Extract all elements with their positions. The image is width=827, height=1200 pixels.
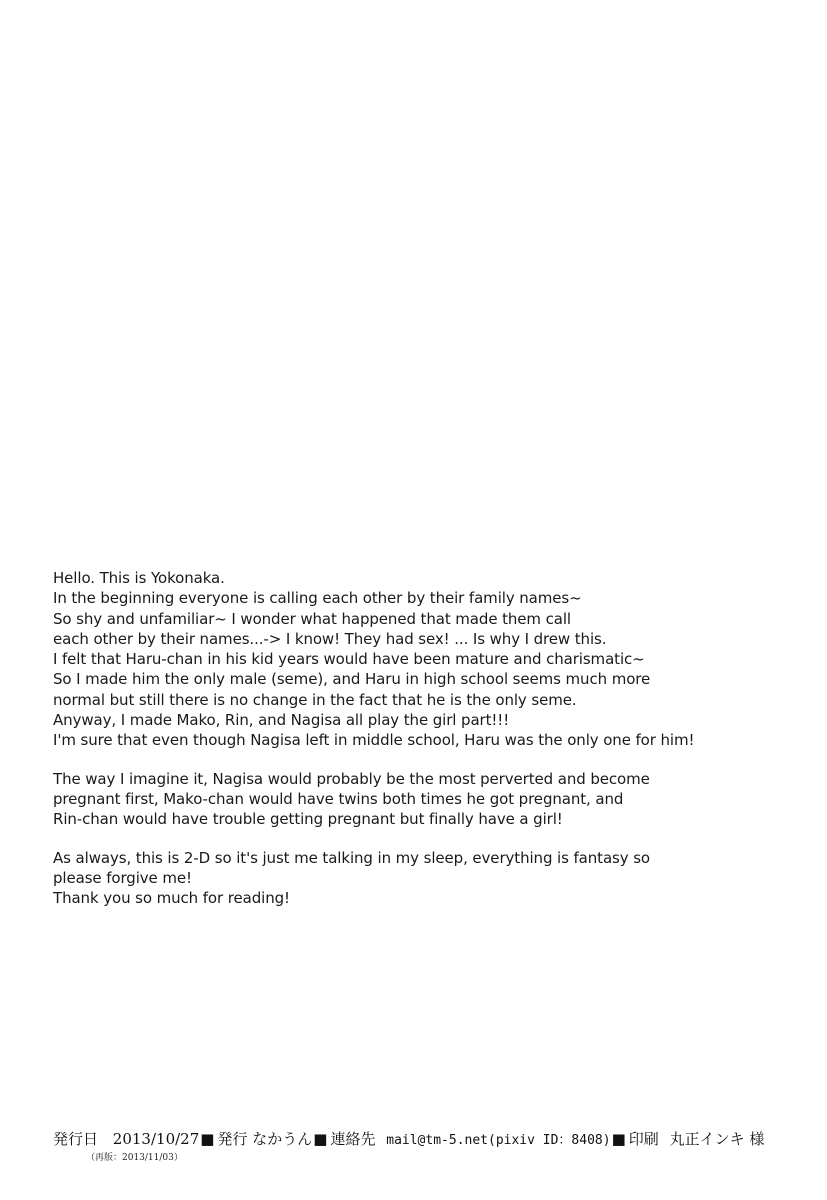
reprint-date: （再版：2013/11/03） xyxy=(86,1153,183,1163)
text-line: each other by their names...-> I know! They had sex! ... Is why I drew this. xyxy=(53,629,607,648)
text-line: please forgive me! xyxy=(53,868,192,887)
text-line: So I made him the only male (seme), and Haru in high school seems much more xyxy=(53,670,651,689)
contact-info: mail@tm-5.net(pixiv ID：8408) xyxy=(386,1133,611,1148)
separator-square: ■ xyxy=(200,1130,215,1148)
publisher-name: なかうん xyxy=(252,1130,313,1148)
text-line: normal but still there is no change in the fact that he is the only seme. xyxy=(53,690,577,709)
issue-date-label: 発行日 xyxy=(53,1130,99,1148)
printer-name: 丸正インキ 様 xyxy=(669,1130,765,1148)
contact-label: 連絡先 xyxy=(330,1130,376,1148)
colophon xyxy=(53,1128,793,1149)
separator-square: ■ xyxy=(313,1130,328,1148)
text-line: The way I imagine it, Nagisa would probably be the most perverted and become xyxy=(53,769,650,788)
separator-square: ■ xyxy=(611,1130,626,1148)
text-line: So shy and unfamiliar~ I wonder what happened that made them call xyxy=(53,609,571,628)
afterword-text xyxy=(53,568,773,926)
afterword-paragraph-3 xyxy=(53,848,773,909)
printer-label: 印刷 xyxy=(628,1130,659,1148)
text-line: pregnant first, Mako-chan would have twins both times he got pregnant, and xyxy=(53,789,624,808)
afterword-paragraph-1 xyxy=(53,568,773,751)
text-line: Thank you so much for reading! xyxy=(53,889,290,908)
publisher-label: 発行 xyxy=(217,1130,248,1148)
afterword-paragraph-2 xyxy=(53,769,773,830)
text-line: Hello. This is Yokonaka. xyxy=(53,569,225,587)
text-line: As always, this is 2-D so it's just me talking in my sleep, everything is fantasy so xyxy=(53,848,650,867)
text-line: Anyway, I made Mako, Rin, and Nagisa all play the girl part!!! xyxy=(53,711,510,730)
text-line: In the beginning everyone is calling each other by their family names~ xyxy=(53,589,582,608)
issue-date: 2013/10/27 xyxy=(112,1130,200,1148)
text-line: I felt that Haru-chan in his kid years would have been mature and charismatic~ xyxy=(53,650,645,669)
text-line: I'm sure that even though Nagisa left in middle school, Haru was the only one for him! xyxy=(53,731,695,750)
text-line: Rin-chan would have trouble getting pregnant but finally have a girl! xyxy=(53,810,563,829)
